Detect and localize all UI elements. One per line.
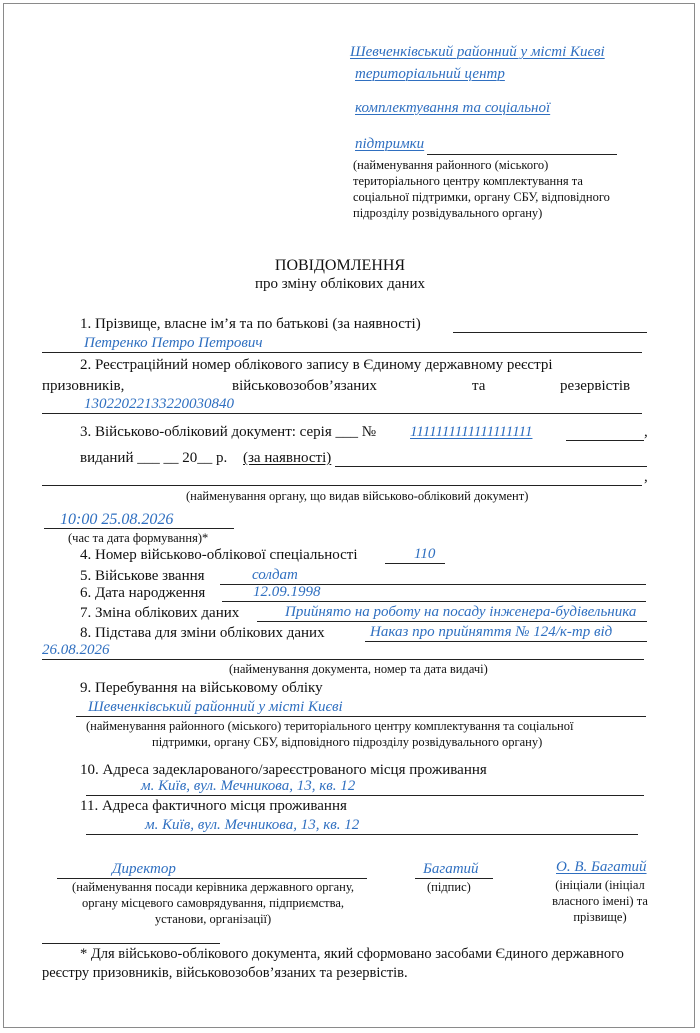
recipient-line2: територіальний центр [355,66,505,82]
item8-line2 [42,659,644,660]
footnote-rule [42,943,220,944]
item2-w2: військовозобов’язаних [232,378,377,394]
item3-comma1: , [644,424,648,440]
item8-line [365,641,647,642]
item8-value1: Наказ про прийняття № 124/к-тр від [370,624,613,640]
item9-note2: підтримки, органу СБУ, відповідного підрозділу розвідувального органу) [152,735,543,749]
item3-label: 3. Військово-обліковий документ: серія ___ № [80,424,377,440]
sign-signature: Багатий [423,861,479,877]
doc-title: ПОВІДОМЛЕННЯ [274,257,406,274]
item1-value-line [42,352,642,353]
item3-number-line [566,440,644,441]
recipient-note-1: (найменування районного (міського) [353,158,549,172]
item9-note1: (найменування районного (міського) територіального центру комплектування та соціальної [86,719,574,733]
item5-label: 5. Військове звання [80,568,205,584]
item2-value: 13022022133220030840 [84,396,234,412]
item11-label: 11. Адреса фактичного місця проживання [80,798,347,814]
formed-note: (час та дата формування)* [68,531,209,545]
item8-value2: 26.08.2026 [42,642,110,658]
recipient-note-2: територіального центру комплектування та [353,174,583,188]
item3-note: (найменування органу, що видав військово-обліковий документ) [186,489,529,503]
sign-line [415,878,493,879]
sign-position: Директор [112,861,176,877]
recipient-underline [427,154,617,155]
recipient-note-3: соціальної підтримки, органу СБУ, відповідного [353,190,610,204]
item7-value: Прийнято на роботу на посаду інженера-будівельника [285,604,637,620]
doc-subtitle: про зміну облікових даних [254,276,426,292]
recipient-line1: Шевченківський районний у місті Києві [350,44,605,60]
item3-number: 1111111111111111111 [410,424,533,440]
position-note-3: установи, організації) [154,912,272,926]
position-note-1: (найменування посади керівника державного органу, [72,880,354,894]
item7-line [257,621,647,622]
initials-note-2: власного імені) та [552,894,648,908]
item2-line1: 2. Реєстраційний номер облікового запису в Єдиному державному реєстрі [80,357,553,373]
recipient-note-4: підрозділу розвідувального органу) [353,206,543,220]
item11-line [86,834,638,835]
item11-value: м. Київ, вул. Мечникова, 13, кв. 12 [145,817,360,833]
item2-value-line [42,413,642,414]
initials-note-1: (ініціали (ініціал [555,878,645,892]
item3-comma2: , [644,469,648,485]
sign-note: (підпис) [427,880,471,894]
item3-issued: виданий ___ __ 20__ р. [80,450,228,466]
item3-issued-suffix: (за наявності) [243,450,332,466]
item4-label: 4. Номер військово-облікової спеціальності [80,547,358,563]
sign-initials: О. В. Багатий [556,859,647,875]
item10-label: 10. Адреса задекларованого/зареєстрованого місця проживання [80,762,487,778]
footnote-line1: * Для військово-облікового документа, який сформовано засобами Єдиного державного [80,946,624,962]
item2-w4: резервістів [560,378,631,394]
item3-issued-line [335,466,647,467]
item1-value: Петренко Петро Петрович [84,335,263,351]
item4-line [385,563,445,564]
item2-w3: та [472,378,486,394]
item10-line [86,795,644,796]
item3-organ-line [42,485,642,486]
footnote-line2: реєстру призовників, військовозобов’язаних та резервістів. [42,965,408,981]
item6-label: 6. Дата народження [80,585,206,601]
recipient-line3: комплектування та соціальної [355,100,551,116]
item9-line [76,716,646,717]
item7-label: 7. Зміна облікових даних [80,605,240,621]
position-line [57,878,367,879]
item6-line [222,601,646,602]
recipient-line4: підтримки [355,136,425,152]
item2-w1: призовників, [42,378,125,394]
item8-note: (найменування документа, номер та дата видачі) [229,662,488,676]
item9-label: 9. Перебування на військовому обліку [80,680,323,696]
item1-label: 1. Прізвище, власне ім’я та по батькові (за наявності) [80,316,421,332]
item9-value: Шевченківський районний у місті Києві [88,699,343,715]
initials-note-3: прізвище) [573,910,627,924]
item6-value: 12.09.1998 [253,584,321,600]
item1-line [453,332,647,333]
item10-value: м. Київ, вул. Мечникова, 13, кв. 12 [141,778,356,794]
item5-value: солдат [252,567,298,583]
item4-value: 110 [414,546,436,562]
formed-value: 10:00 25.08.2026 [60,511,174,528]
item8-label: 8. Підстава для зміни облікових даних [80,625,325,641]
position-note-2: органу місцевого самоврядування, підприємства, [81,896,345,910]
